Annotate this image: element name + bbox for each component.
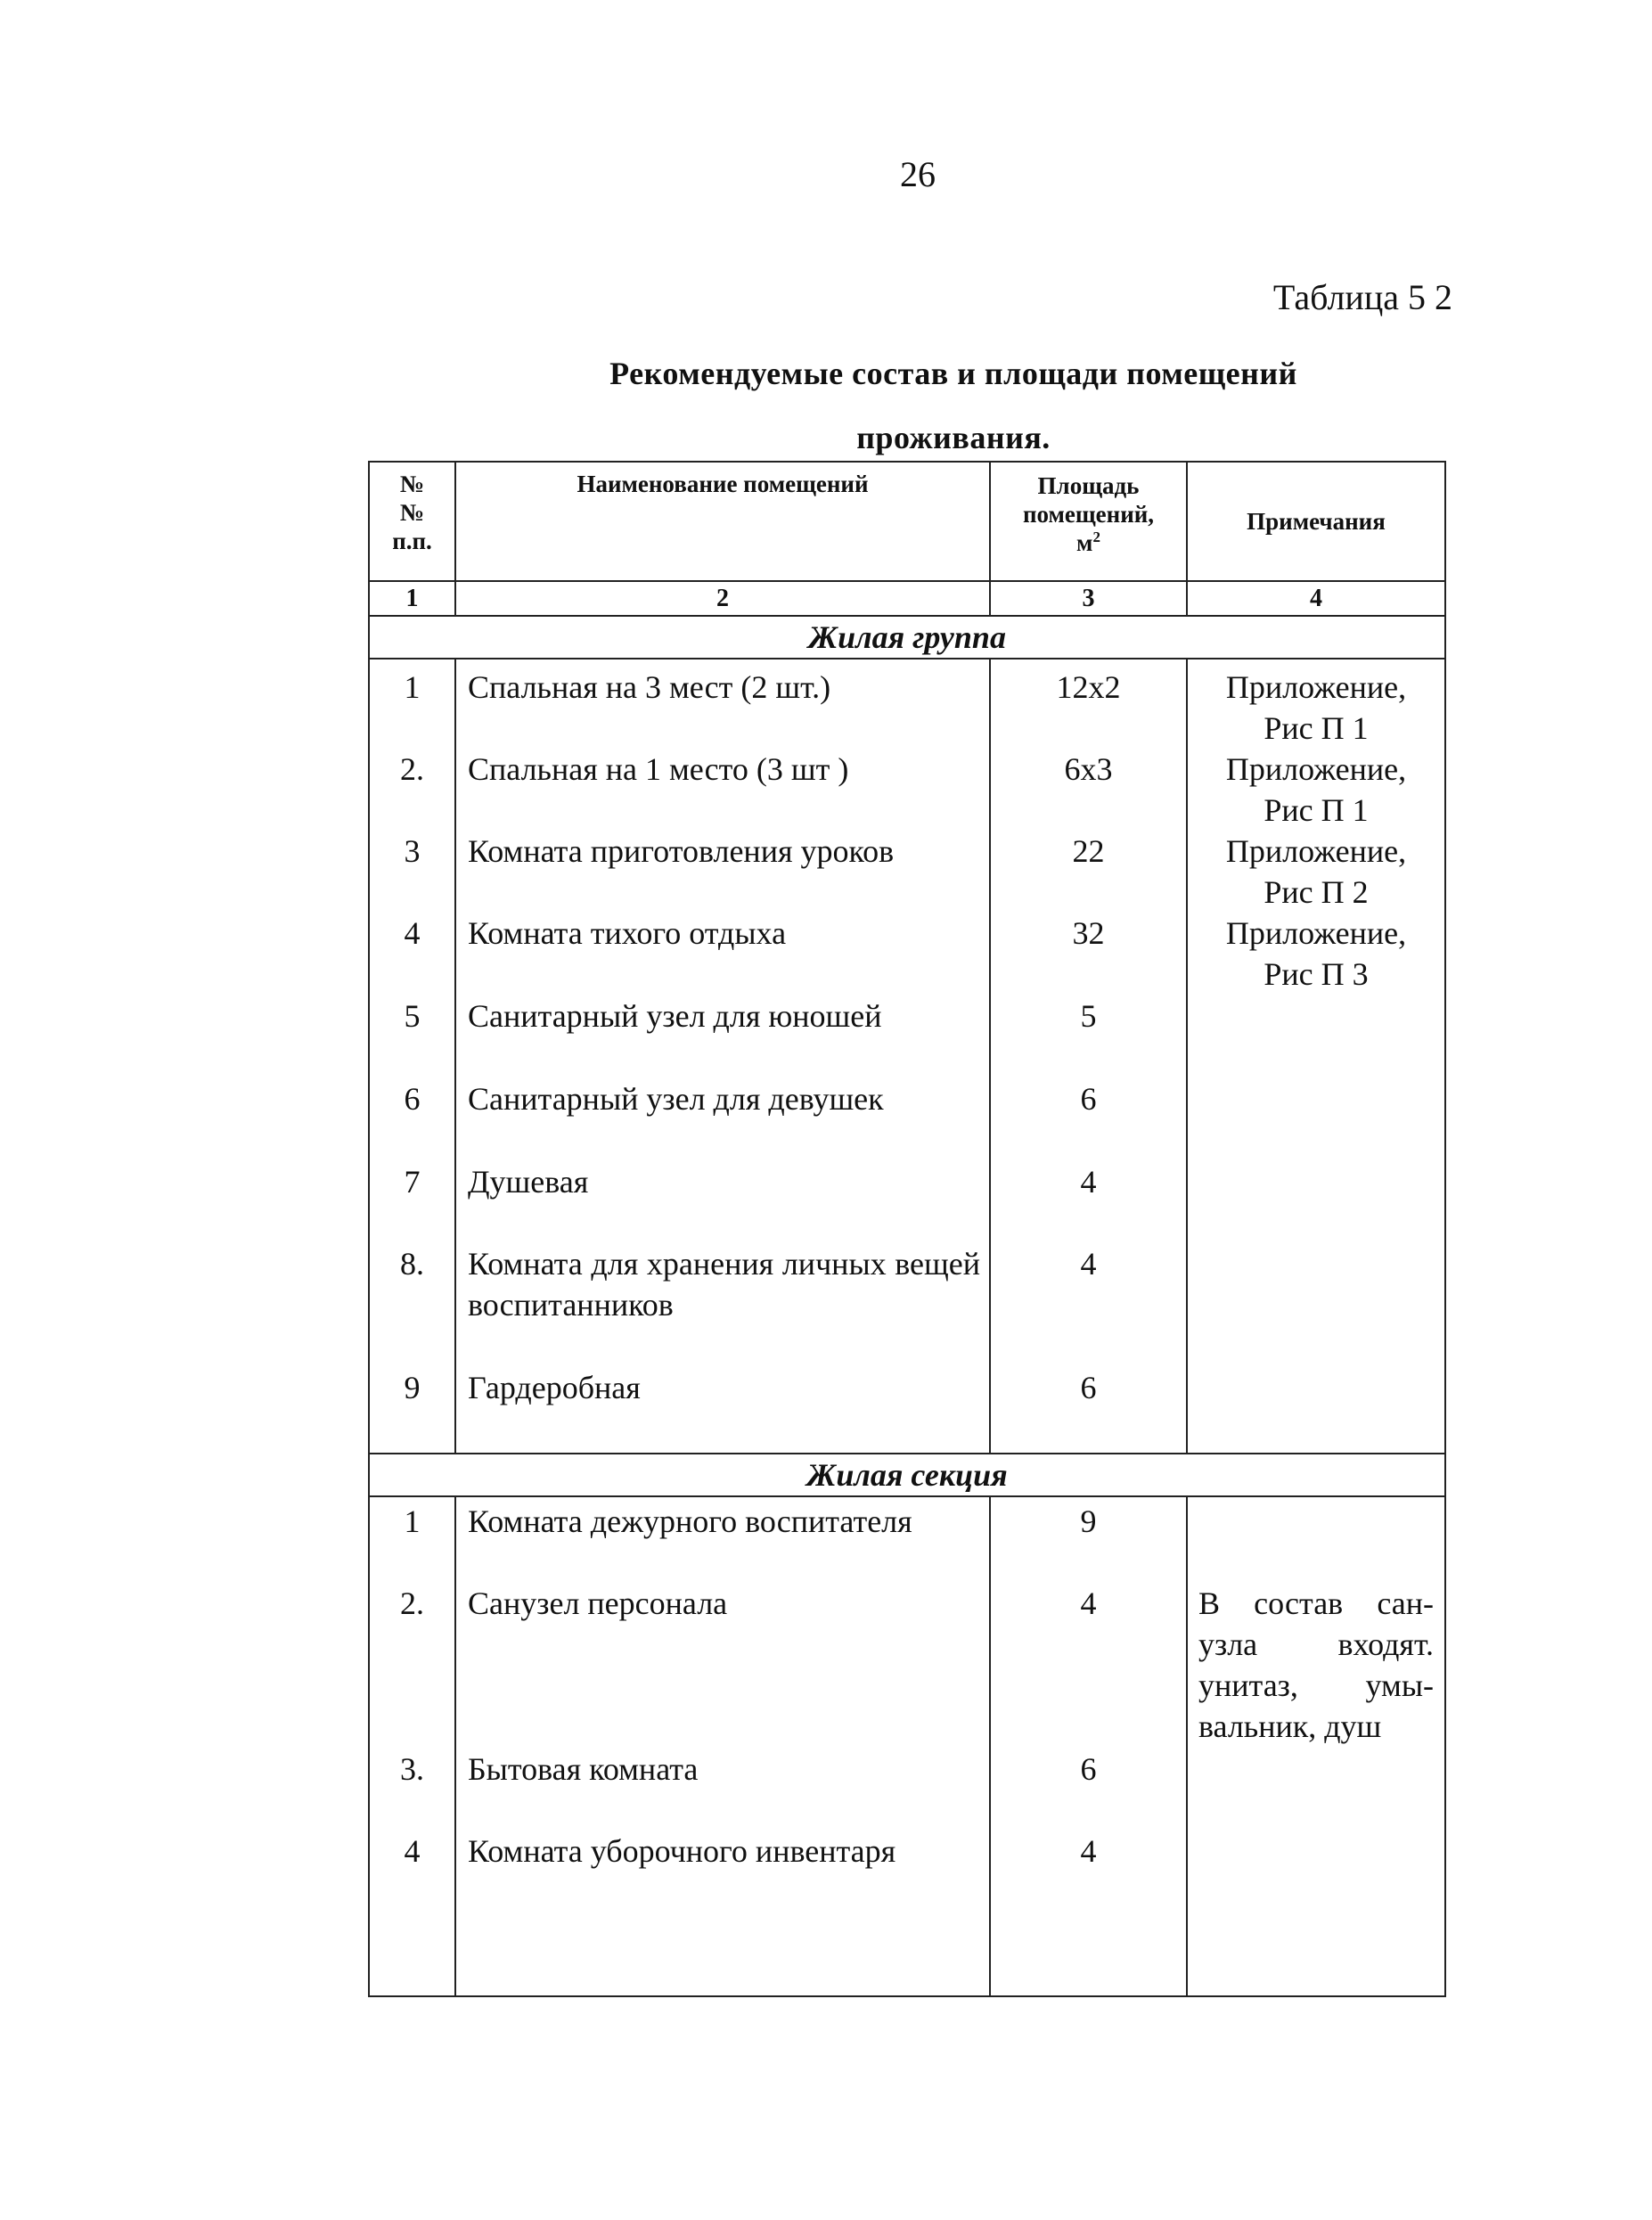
title-line-2: проживания. — [856, 420, 1051, 455]
room-name: Бытовая комната — [468, 1751, 699, 1787]
staff-bathroom-note — [1188, 1583, 1444, 1747]
row-number: 4 — [404, 915, 421, 951]
room-area: 6 — [1080, 1081, 1097, 1117]
areas-column — [990, 1496, 1187, 1996]
header-area-line-1: Площадь — [1037, 472, 1140, 499]
row-number: 1 — [404, 1503, 421, 1539]
document-title — [499, 341, 1408, 470]
room-area: 9 — [1080, 1503, 1097, 1539]
row-number: 4 — [404, 1833, 421, 1869]
room-name: Комната для хранения личных вещей воспитанников — [468, 1246, 980, 1323]
column-number-1: 1 — [369, 581, 455, 616]
section-title-living-group: Жилая группа — [369, 616, 1445, 659]
note-line: вальник, душ — [1198, 1708, 1382, 1744]
note-item — [1188, 913, 1444, 995]
section-title-living-section: Жилая секция — [369, 1454, 1445, 1496]
row-number: 6 — [404, 1081, 421, 1117]
row-number: 2. — [400, 751, 424, 787]
header-area — [990, 462, 1187, 581]
section-body-living-group — [369, 659, 1445, 1454]
header-notes: Примечания — [1187, 462, 1445, 581]
room-area: 5 — [1080, 998, 1097, 1034]
row-number: 2. — [400, 1585, 424, 1621]
room-name: Санитарный узел для девушек — [468, 1081, 884, 1117]
column-number-4: 4 — [1187, 581, 1445, 616]
page-number: 26 — [900, 154, 936, 194]
room-name: Санитарный узел для юношей — [468, 998, 882, 1034]
room-area: 4 — [1080, 1246, 1097, 1282]
table-caption: Таблица 5 2 — [1272, 277, 1452, 317]
room-name: Спальная на 1 место (3 шт ) — [468, 751, 849, 787]
row-number: 9 — [404, 1370, 421, 1405]
note-item — [1188, 749, 1444, 831]
row-number: 7 — [404, 1164, 421, 1200]
note-line: Приложение, — [1225, 669, 1407, 705]
header-row — [369, 462, 1445, 581]
areas-column — [990, 659, 1187, 1454]
note-line: Рис П 3 — [1264, 956, 1369, 992]
note-line: Рис П 2 — [1264, 874, 1369, 910]
note-item — [1188, 667, 1444, 749]
room-area: 6 — [1080, 1751, 1097, 1787]
notes-column — [1187, 1496, 1445, 1996]
room-area: 22 — [1072, 833, 1105, 869]
header-area-line-3 — [991, 528, 1186, 557]
row-number: 8. — [400, 1246, 424, 1282]
header-area-line-2: помещений, — [1022, 501, 1155, 528]
note-line: узла входят. — [1198, 1626, 1434, 1662]
room-name: Комната уборочного инвентаря — [468, 1833, 896, 1869]
room-area: 4 — [1080, 1833, 1097, 1869]
header-number — [369, 462, 455, 581]
room-name: Комната дежурного воспитателя — [468, 1503, 912, 1539]
room-area: 6x3 — [1064, 751, 1113, 787]
room-area: 6 — [1080, 1370, 1097, 1405]
header-area-unit-power: 2 — [1092, 528, 1100, 545]
notes-column — [1187, 659, 1445, 1454]
row-number: 5 — [404, 998, 421, 1034]
section-header-row — [369, 1454, 1445, 1496]
room-name: Комната приготовления уроков — [468, 833, 895, 869]
names-column — [455, 659, 990, 1454]
note-line: Приложение, — [1225, 833, 1407, 869]
column-number-3: 3 — [990, 581, 1187, 616]
section-body-living-section — [369, 1496, 1445, 1996]
room-name: Душевая — [468, 1164, 589, 1200]
section-header-row — [369, 616, 1445, 659]
numbers-column — [369, 659, 455, 1454]
note-line: Рис П 1 — [1264, 792, 1369, 828]
room-area: 32 — [1072, 915, 1105, 951]
note-line: унитаз, умы- — [1198, 1667, 1434, 1703]
room-name: Комната тихого отдыха — [468, 915, 787, 951]
room-name: Спальная на 3 мест (2 шт.) — [468, 669, 831, 705]
title-line-1: Рекомендуемые состав и площади помещений — [609, 356, 1297, 391]
numbers-column — [369, 1496, 455, 1996]
header-number-line-3: п.п. — [392, 528, 432, 554]
note-line: Приложение, — [1225, 751, 1407, 787]
header-room-name: Наименование помещений — [455, 462, 990, 581]
room-name: Санузел персонала — [468, 1585, 728, 1621]
note-item — [1188, 831, 1444, 913]
column-number-2: 2 — [455, 581, 990, 616]
header-area-unit: м — [1076, 529, 1093, 556]
note-line: Приложение, — [1225, 915, 1407, 951]
row-number: 3. — [400, 1751, 424, 1787]
row-number: 1 — [404, 669, 421, 705]
note-line: Рис П 1 — [1264, 710, 1369, 746]
column-number-row — [369, 581, 1445, 616]
header-number-line-2: № — [399, 499, 425, 526]
row-number: 3 — [404, 833, 421, 869]
header-number-line-1: № — [399, 471, 425, 497]
names-column — [455, 1496, 990, 1996]
room-area: 4 — [1080, 1585, 1097, 1621]
rooms-table — [368, 461, 1446, 1997]
note-line: В состав сан- — [1198, 1585, 1434, 1621]
room-name: Гардеробная — [468, 1370, 641, 1405]
room-area: 4 — [1080, 1164, 1097, 1200]
room-area: 12x2 — [1056, 669, 1121, 705]
